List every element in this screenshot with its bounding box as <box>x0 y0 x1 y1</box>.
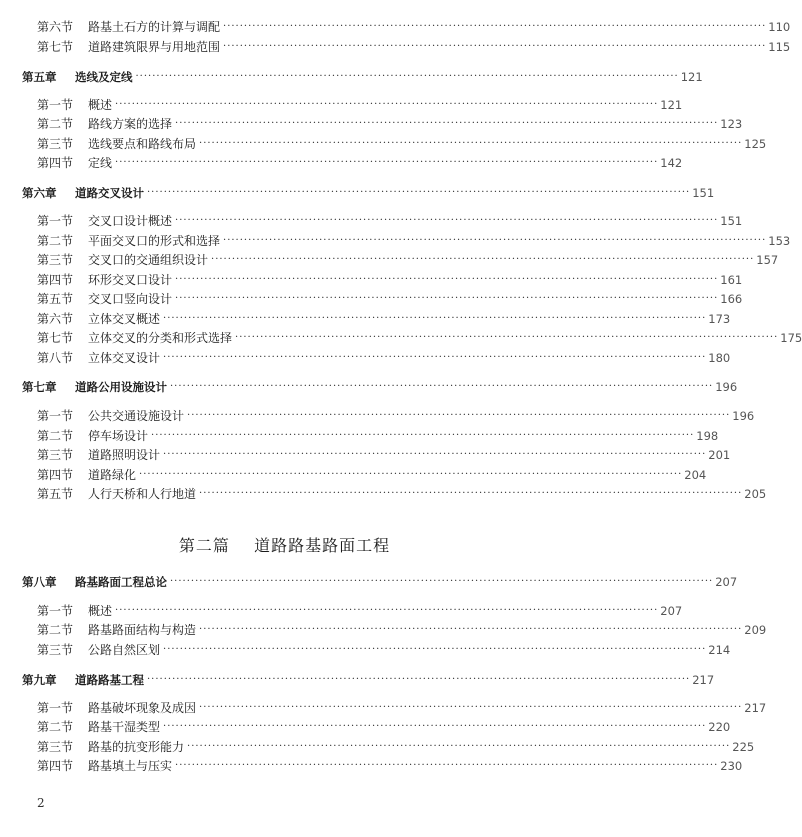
dot-leader: ·································································································································· <box>115 605 659 616</box>
dot-leader: ·································································································································· <box>223 235 767 246</box>
dot-leader: ·································································································································· <box>115 157 659 168</box>
chapter-number: 第八章 <box>22 575 57 589</box>
dot-leader: ·································································································································· <box>199 138 743 149</box>
section-number: 第三节 <box>37 448 74 462</box>
page-number: 161 <box>720 273 743 287</box>
section-entry <box>0 698 767 718</box>
section-number: 第七节 <box>37 40 74 54</box>
section-title: 定线 <box>88 153 113 173</box>
section-number: 第三节 <box>37 643 74 657</box>
section-title: 道路绿化 <box>88 465 137 485</box>
section-entry <box>0 601 683 621</box>
chapter-entry <box>0 670 715 690</box>
section-entry <box>0 114 743 134</box>
section-number: 第一节 <box>37 701 74 715</box>
chapter-title: 道路路基工程 <box>75 670 145 690</box>
section-title: 路线方案的选择 <box>88 114 173 134</box>
section-title: 公路自然区划 <box>88 640 161 660</box>
dot-leader: ·································································································································· <box>163 352 707 363</box>
section-title: 道路建筑限界与用地范围 <box>88 37 221 57</box>
section-title: 立体交叉概述 <box>88 309 161 329</box>
section-title: 路基填土与压实 <box>88 756 173 776</box>
section-title: 环形交叉口设计 <box>88 270 173 290</box>
page-number: 175 <box>780 331 802 345</box>
section-number: 第四节 <box>37 468 74 482</box>
section-entry <box>0 640 731 660</box>
section-number: 第一节 <box>37 409 74 423</box>
section-title: 概述 <box>88 95 113 115</box>
page-number: 110 <box>768 20 791 34</box>
section-title: 选线要点和路线布局 <box>88 134 197 154</box>
page-number: 115 <box>768 40 791 54</box>
dot-leader: ·································································································································· <box>135 71 679 82</box>
chapter-title: 路基路面工程总论 <box>75 572 168 592</box>
page-number: 230 <box>720 759 743 773</box>
section-title: 路基的抗变形能力 <box>88 737 185 757</box>
dot-leader: ·································································································································· <box>170 381 714 392</box>
section-title: 交叉口的交通组织设计 <box>88 250 209 270</box>
page-number: 166 <box>720 292 743 306</box>
section-entry <box>0 134 767 154</box>
section-entry <box>0 270 743 290</box>
section-entry <box>0 445 731 465</box>
section-entry <box>0 289 743 309</box>
chapter-title: 选线及定线 <box>75 67 134 87</box>
dot-leader: ·································································································································· <box>175 293 719 304</box>
dot-leader: ·································································································································· <box>175 215 719 226</box>
section-entry <box>0 17 791 37</box>
page-number: 125 <box>744 137 767 151</box>
page-number: 121 <box>680 70 703 84</box>
section-number: 第二节 <box>37 623 74 637</box>
section-number: 第七节 <box>37 331 74 345</box>
page-number: 204 <box>684 468 707 482</box>
chapter-entry <box>0 183 715 203</box>
section-entry <box>0 620 767 640</box>
section-number: 第一节 <box>37 604 74 618</box>
section-entry <box>0 348 731 368</box>
page-number: 217 <box>744 701 767 715</box>
dot-leader: ·································································································································· <box>199 624 743 635</box>
dot-leader: ·································································································································· <box>187 410 731 421</box>
section-number: 第一节 <box>37 98 74 112</box>
page-number: 207 <box>660 604 683 618</box>
section-number: 第四节 <box>37 759 74 773</box>
dot-leader: ·································································································································· <box>163 721 707 732</box>
section-entry <box>0 328 802 348</box>
section-number: 第三节 <box>37 740 74 754</box>
page-number: 153 <box>768 234 791 248</box>
dot-leader: ·································································································································· <box>163 449 707 460</box>
dot-leader: ·································································································································· <box>175 274 719 285</box>
page-number: 180 <box>708 351 731 365</box>
section-number: 第四节 <box>37 156 74 170</box>
section-entry <box>0 465 707 485</box>
section-title: 道路照明设计 <box>88 445 161 465</box>
page-number: 214 <box>708 643 731 657</box>
dot-leader: ·································································································································· <box>163 644 707 655</box>
chapter-number: 第九章 <box>22 673 57 687</box>
chapter-number: 第五章 <box>22 70 57 84</box>
page-number: 123 <box>720 117 743 131</box>
section-title: 路基土石方的计算与调配 <box>88 17 221 37</box>
section-number: 第二节 <box>37 234 74 248</box>
page-number: 173 <box>708 312 731 326</box>
dot-leader: ·································································································································· <box>151 430 695 441</box>
section-entry <box>0 737 755 757</box>
chapter-title: 道路交叉设计 <box>75 183 145 203</box>
section-number: 第四节 <box>37 273 74 287</box>
page-number: 205 <box>744 487 767 501</box>
page-number: 209 <box>744 623 767 637</box>
section-entry <box>0 211 743 231</box>
section-title: 人行天桥和人行地道 <box>88 484 197 504</box>
dot-leader: ·································································································································· <box>163 313 707 324</box>
dot-leader: ·································································································································· <box>170 576 714 587</box>
dot-leader: ·································································································································· <box>199 702 743 713</box>
section-entry <box>0 406 755 426</box>
page-number: 121 <box>660 98 683 112</box>
chapter-entry <box>0 572 738 592</box>
section-number: 第六节 <box>37 20 74 34</box>
page-number: 220 <box>708 720 731 734</box>
chapter-number: 第六章 <box>22 186 57 200</box>
dot-leader: ·································································································································· <box>199 488 743 499</box>
section-number: 第二节 <box>37 720 74 734</box>
page-number: 201 <box>708 448 731 462</box>
section-entry <box>0 756 743 776</box>
dot-leader: ·································································································································· <box>175 118 719 129</box>
page-number: 196 <box>732 409 755 423</box>
part-heading: 第二篇 道路路基路面工程 <box>178 536 391 555</box>
dot-leader: ·································································································································· <box>235 332 779 343</box>
footer-page-number: 2 <box>37 796 45 810</box>
dot-leader: ·································································································································· <box>175 760 719 771</box>
section-number: 第二节 <box>37 429 74 443</box>
page-number: 198 <box>696 429 719 443</box>
section-number: 第五节 <box>37 487 74 501</box>
page-number: 142 <box>660 156 683 170</box>
page-number: 217 <box>692 673 715 687</box>
page-number: 157 <box>756 253 779 267</box>
section-title: 路基路面结构与构造 <box>88 620 197 640</box>
section-entry <box>0 717 731 737</box>
dot-leader: ·································································································································· <box>147 187 691 198</box>
section-title: 立体交叉的分类和形式选择 <box>88 328 233 348</box>
dot-leader: ·································································································································· <box>211 254 755 265</box>
dot-leader: ·································································································································· <box>187 741 731 752</box>
page-number: 196 <box>715 380 738 394</box>
section-number: 第五节 <box>37 292 74 306</box>
section-number: 第八节 <box>37 351 74 365</box>
section-title: 平面交叉口的形式和选择 <box>88 231 221 251</box>
section-entry <box>0 231 791 251</box>
section-entry <box>0 37 791 57</box>
section-number: 第三节 <box>37 137 74 151</box>
section-entry <box>0 250 779 270</box>
section-title: 路基破坏现象及成因 <box>88 698 197 718</box>
section-number: 第六节 <box>37 312 74 326</box>
section-title: 概述 <box>88 601 113 621</box>
section-title: 停车场设计 <box>88 426 149 446</box>
dot-leader: ·································································································································· <box>223 21 767 32</box>
dot-leader: ·································································································································· <box>223 41 767 52</box>
section-entry <box>0 426 719 446</box>
page-number: 151 <box>692 186 715 200</box>
section-title: 交叉口竖向设计 <box>88 289 173 309</box>
section-entry <box>0 95 683 115</box>
page-number: 225 <box>732 740 755 754</box>
section-entry <box>0 484 767 504</box>
chapter-entry <box>0 377 738 397</box>
dot-leader: ·································································································································· <box>115 99 659 110</box>
page-number: 151 <box>720 214 743 228</box>
section-title: 立体交叉设计 <box>88 348 161 368</box>
section-number: 第二节 <box>37 117 74 131</box>
page-number: 207 <box>715 575 738 589</box>
section-number: 第一节 <box>37 214 74 228</box>
section-title: 公共交通设施设计 <box>88 406 185 426</box>
section-entry <box>0 153 683 173</box>
chapter-entry <box>0 67 703 87</box>
dot-leader: ·································································································································· <box>147 674 691 685</box>
chapter-number: 第七章 <box>22 380 57 394</box>
chapter-title: 道路公用设施设计 <box>75 377 168 397</box>
section-title: 交叉口设计概述 <box>88 211 173 231</box>
section-title: 路基干湿类型 <box>88 717 161 737</box>
section-number: 第三节 <box>37 253 74 267</box>
section-entry <box>0 309 731 329</box>
dot-leader: ·································································································································· <box>139 469 683 480</box>
